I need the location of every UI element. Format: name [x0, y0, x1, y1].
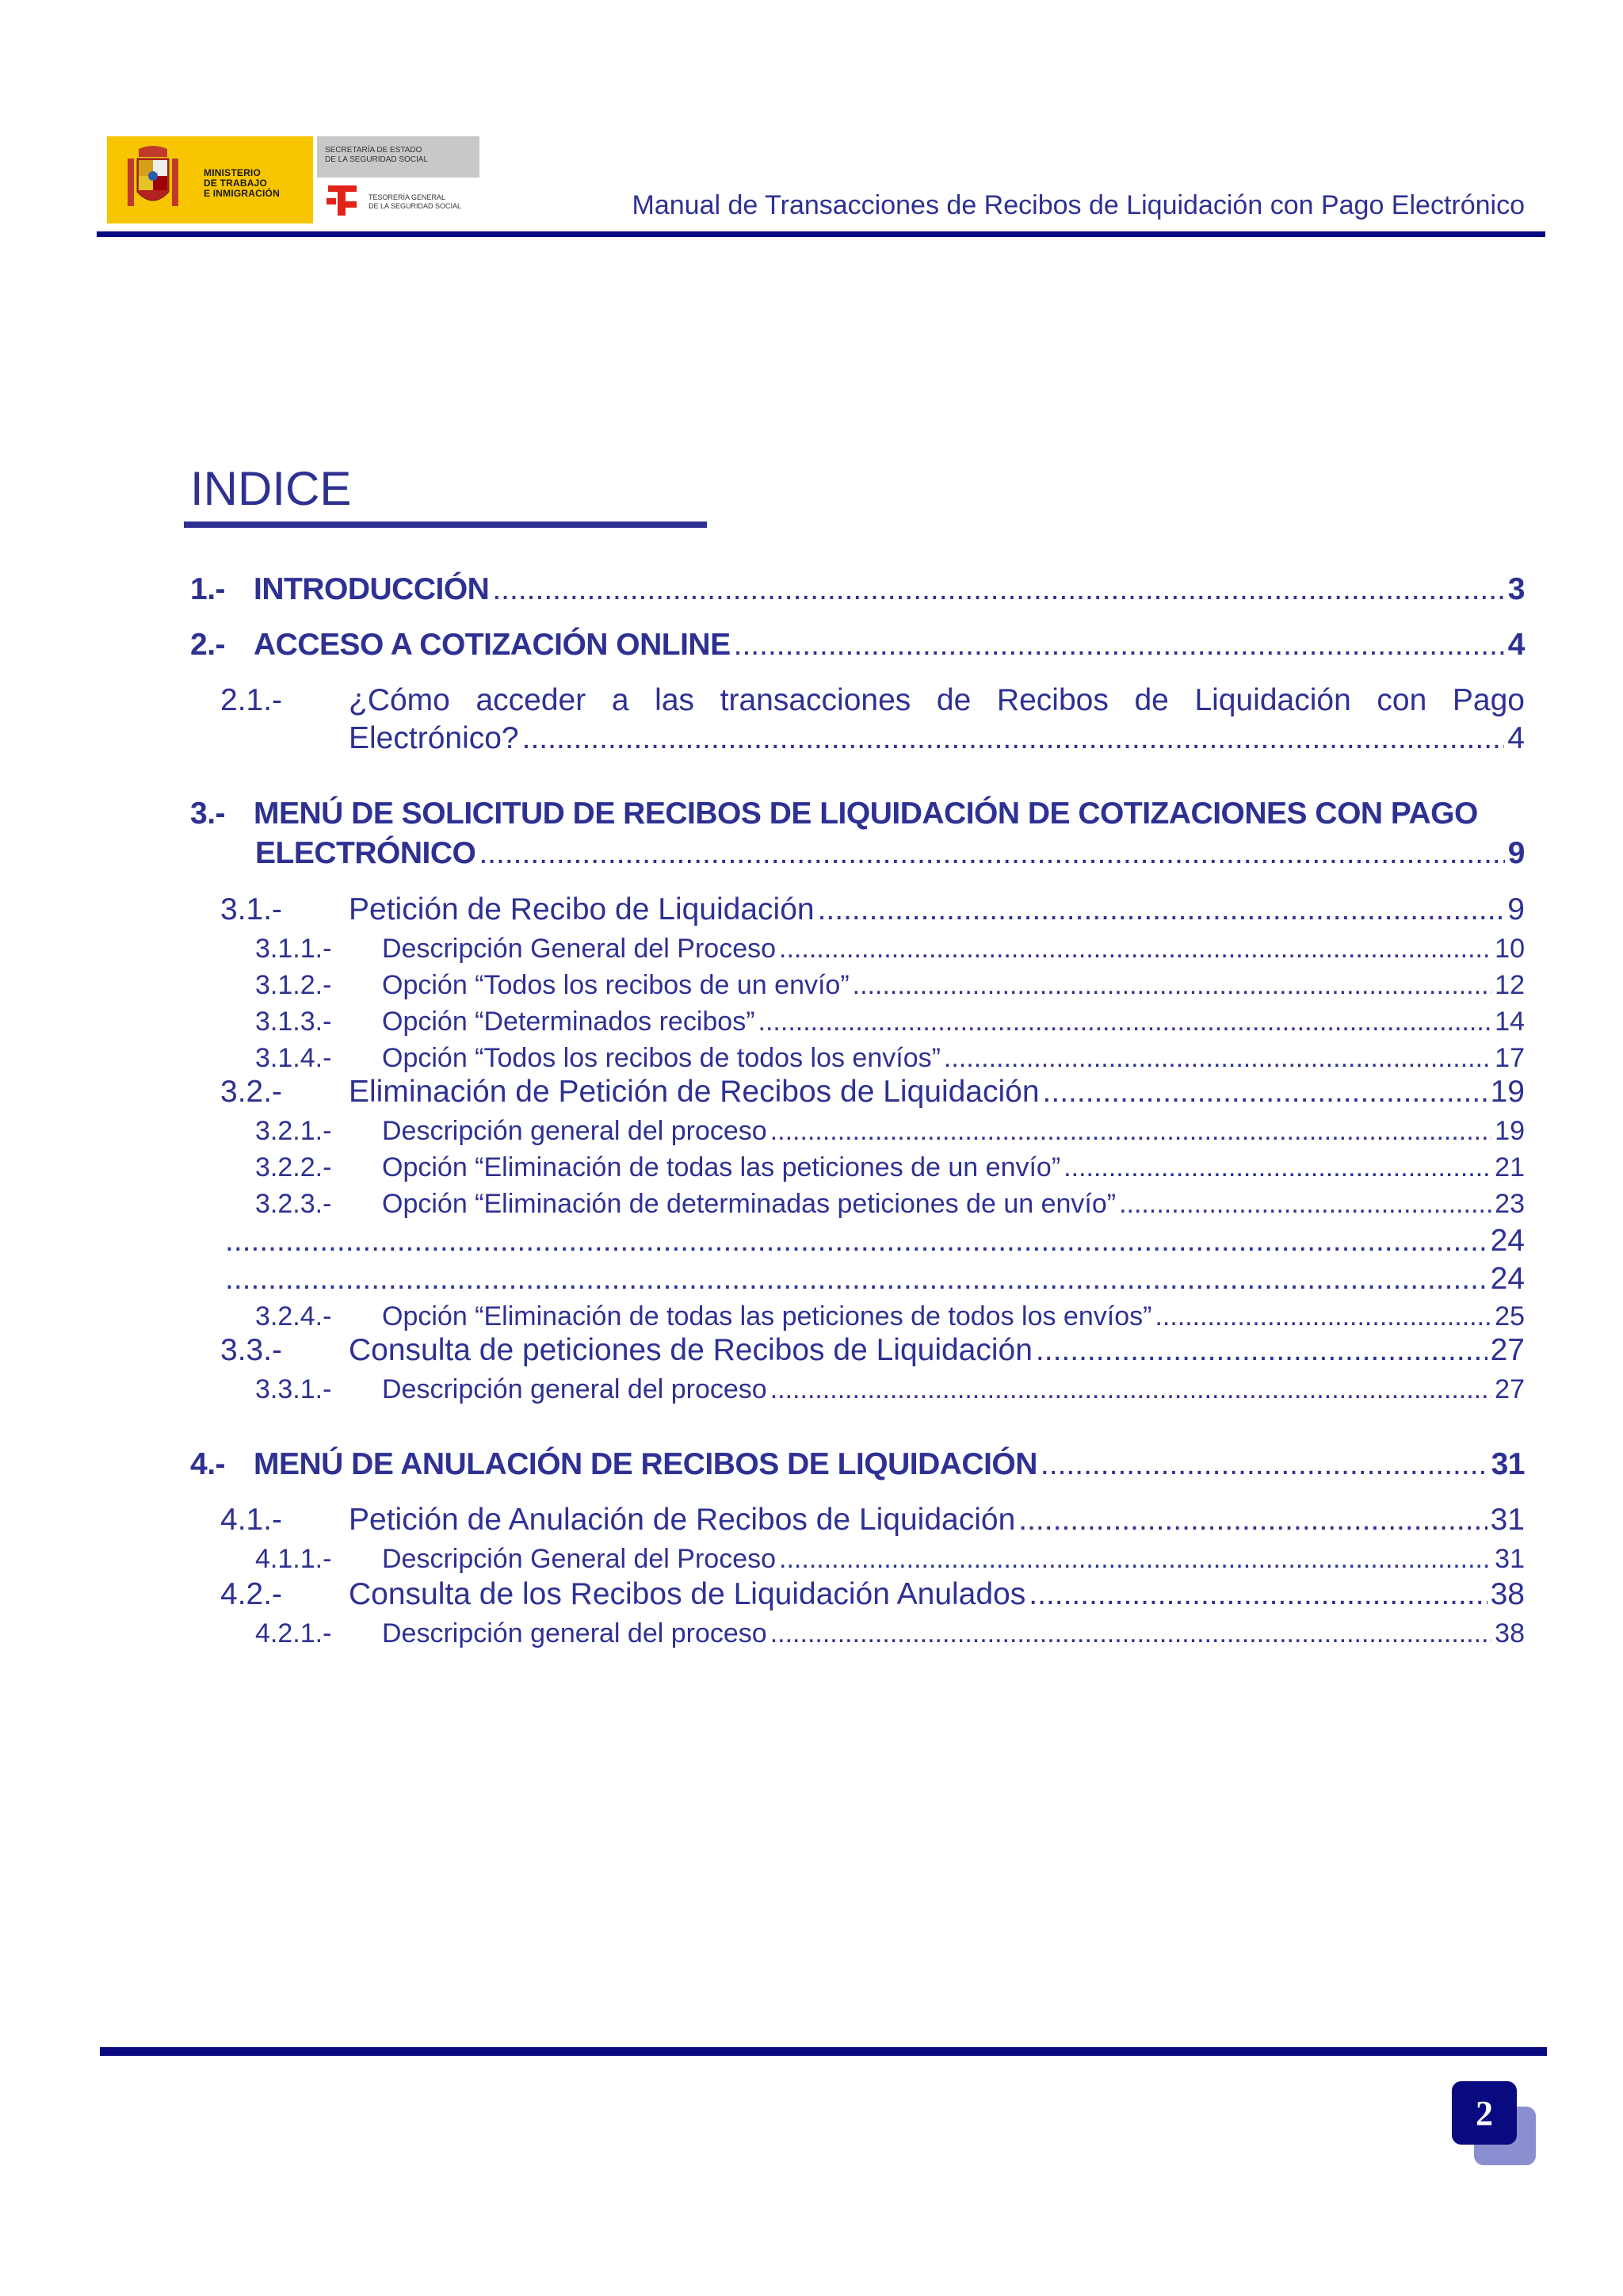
toc-number: 2.1.-: [220, 683, 283, 717]
toc-entry-3-3[interactable]: 3.3.- Consulta de peticiones de Recibos de Liquidación ..... 27: [220, 1333, 1525, 1368]
toc-entry-4-2[interactable]: 4.2.- Consulta de los Recibos de Liquidación Anulados ..... 38: [220, 1577, 1525, 1612]
dot-leader: [225, 1262, 1487, 1297]
logo-block: [107, 136, 479, 223]
dot-leader: [1029, 1577, 1487, 1612]
tgss-logo-icon: [327, 182, 358, 219]
toc-entry-1[interactable]: 1.- INTRODUCCIÓN ..... 3: [190, 572, 1525, 607]
dot-leader: [522, 721, 1505, 756]
toc-entry-3-2-4[interactable]: 3.2.4.- Opción “Eliminación de todas las peticiones de todos los envíos” ..... 25: [255, 1301, 1525, 1332]
coat-of-arms-icon: [128, 144, 178, 216]
ministry-name: MINISTERIO DE TRABAJO E INMIGRACIÓN: [204, 167, 280, 199]
dot-leader: [225, 1224, 1487, 1259]
document-title: Manual de Transacciones de Recibos de Liquidación con Pago Electrónico: [632, 190, 1525, 220]
dot-leader: [1018, 1503, 1487, 1538]
toc-entry-4-1-1[interactable]: 4.1.1.- Descripción General del Proceso ..... 31: [255, 1544, 1525, 1575]
toc-entry-3-2-3[interactable]: 3.2.3.- Opción “Eliminación de determinadas peticiones de un envío” ..... 23: [255, 1189, 1525, 1220]
toc-text: ¿Cómo acceder a las transacciones de Recibos de Liquidación con Pago: [349, 683, 1525, 717]
toc-number: 3.-: [190, 797, 226, 831]
toc-entry-3-2-2[interactable]: 3.2.2.- Opción “Eliminación de todas las peticiones de un envío” ..... 21: [255, 1152, 1525, 1183]
toc-entry-3-2[interactable]: 3.2.- Eliminación de Petición de Recibos de Liquidación ..... 19: [220, 1075, 1525, 1110]
toc-entry-3-1[interactable]: 3.1.- Petición de Recibo de Liquidación ..... 9: [220, 892, 1525, 927]
dot-leader: [479, 836, 1504, 871]
dot-leader: [492, 572, 1504, 607]
toc-text: MENÚ DE SOLICITUD DE RECIBOS DE LIQUIDACIÓN DE COTIZACIONES CON PAGO: [254, 797, 1478, 831]
dot-leader: [1041, 1447, 1488, 1482]
dot-leader: [1036, 1333, 1487, 1368]
toc-entry-3-1-4[interactable]: 3.1.4.- Opción “Todos los recibos de todos los envíos” ..... 17: [255, 1043, 1525, 1074]
dot-leader: [734, 628, 1505, 663]
toc-entry-3-3-1[interactable]: 3.3.1.- Descripción general del proceso ..... 27: [255, 1374, 1525, 1405]
dot-leader: [853, 970, 1492, 1001]
index-heading: INDICE: [190, 462, 352, 515]
dot-leader: [944, 1043, 1491, 1074]
dot-leader: [1119, 1189, 1491, 1220]
ministry-logo: [107, 136, 313, 223]
dot-leader: [758, 1007, 1492, 1037]
toc-entry-3-1-2[interactable]: 3.1.2.- Opción “Todos los recibos de un envío” ..... 12: [255, 970, 1525, 1001]
toc-entry-4-2-1[interactable]: 4.2.1.- Descripción general del proceso ..... 38: [255, 1618, 1525, 1649]
dot-leader: [818, 892, 1505, 927]
header-divider: [97, 231, 1545, 237]
dot-leader: [1043, 1075, 1487, 1110]
dot-leader: [1064, 1152, 1491, 1183]
dot-leader: [770, 1116, 1491, 1147]
index-heading-underline: [184, 521, 707, 528]
toc-entry-3-2-1[interactable]: 3.2.1.- Descripción general del proceso ..... 19: [255, 1116, 1525, 1147]
toc-entry-4-1[interactable]: 4.1.- Petición de Anulación de Recibos de Liquidación ..... 31: [220, 1503, 1525, 1538]
dot-leader: [770, 1374, 1491, 1405]
toc-entry-blank[interactable]: ..... 24: [225, 1224, 1525, 1259]
toc-entry-3-1-3[interactable]: 3.1.3.- Opción “Determinados recibos” ..... 14: [255, 1007, 1525, 1037]
dot-leader: [1155, 1301, 1491, 1332]
toc-entry-3-1-1[interactable]: 3.1.1.- Descripción General del Proceso ..... 10: [255, 934, 1525, 965]
footer-divider: [100, 2047, 1547, 2056]
dot-leader: [779, 934, 1491, 965]
toc-entry-4[interactable]: 4.- MENÚ DE ANULACIÓN DE RECIBOS DE LIQUIDACIÓN ..... 31: [190, 1447, 1525, 1482]
secretaria-estado-banner: SECRETARÍA DE ESTADO DE LA SEGURIDAD SOCIAL: [317, 136, 479, 178]
toc-entry-2[interactable]: 2.- ACCESO A COTIZACIÓN ONLINE ..... 4: [190, 628, 1525, 663]
dot-leader: [779, 1544, 1491, 1575]
page-number-badge: 2: [1452, 2081, 1517, 2145]
dot-leader: [770, 1618, 1491, 1649]
toc-entry-blank[interactable]: ..... 24: [225, 1262, 1525, 1297]
tesoreria-name: TESORERÍA GENERAL DE LA SEGURIDAD SOCIAL: [369, 193, 462, 210]
